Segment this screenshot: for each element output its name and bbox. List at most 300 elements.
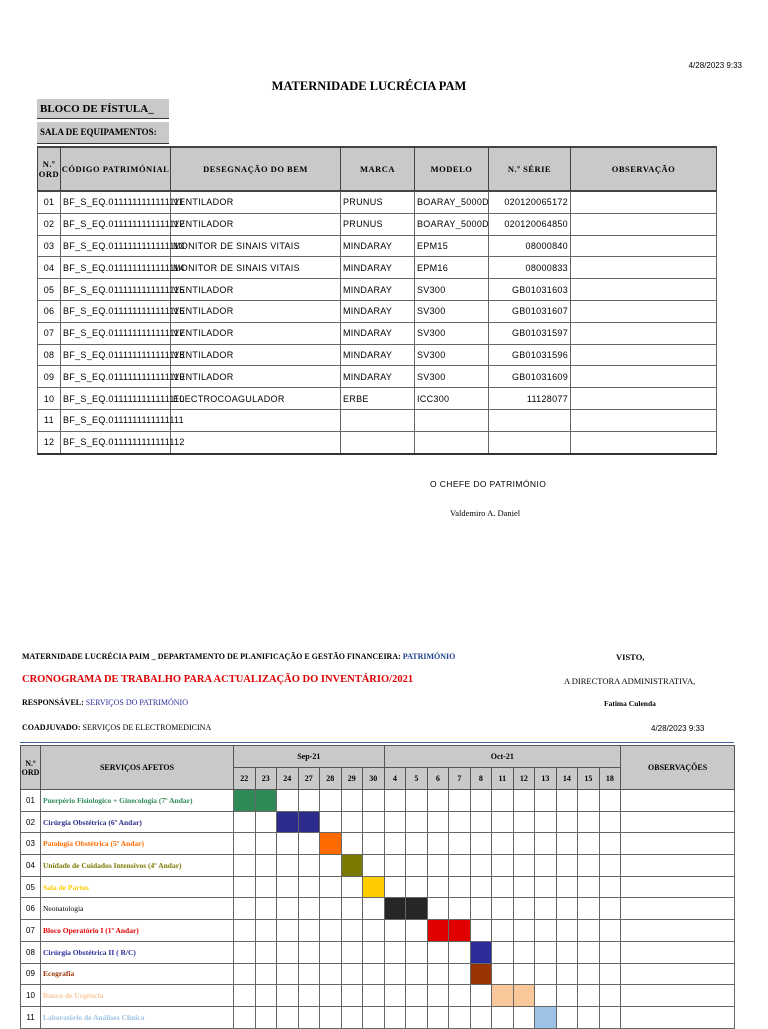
day-header: 23 [255, 768, 277, 790]
schedule-cell [363, 855, 385, 877]
cell-servico: Laboratório de Análises Clínica [41, 1006, 234, 1028]
cell-ord: 08 [21, 941, 41, 963]
schedule-cell [298, 790, 320, 812]
schedule-cell [384, 941, 406, 963]
cell-codigo: BF_S_EQ.0111111111111113 [61, 235, 171, 257]
schedule-cell [406, 811, 428, 833]
schedule-cell [277, 876, 299, 898]
schedule-cell [427, 876, 449, 898]
schedule-cell [298, 963, 320, 985]
schedule-cell [427, 855, 449, 877]
schedule-cell [449, 963, 471, 985]
schedule-bar [513, 985, 535, 1007]
cell-bem: VENTILADOR [171, 344, 341, 366]
schedule-cell [556, 876, 578, 898]
dept-value: PATRIMÓNIO [402, 652, 456, 661]
cell-obs [621, 941, 735, 963]
schedule-cell [470, 855, 492, 877]
coadjuvado-value: SERVIÇOS DE ELECTROMEDICINA [82, 723, 212, 732]
col-obs-header: OBSERVAÇÃO [571, 147, 717, 191]
cell-codigo: BF_S_EQ.0111111111111111 [61, 191, 171, 213]
day-header: 24 [277, 768, 299, 790]
cell-ord: 09 [38, 366, 61, 388]
schedule-cell [578, 941, 600, 963]
cell-modelo [415, 409, 489, 431]
cell-obs [571, 279, 717, 301]
cell-ord: 02 [21, 811, 41, 833]
cell-servico: Cirúrgia Obstétrica (6º Andar) [41, 811, 234, 833]
schedule-cell [320, 920, 342, 942]
schedule-cell [255, 898, 277, 920]
cell-bem: MONITOR DE SINAIS VITAIS [171, 257, 341, 279]
schedule-cell [255, 941, 277, 963]
col-codigo-header: CÓDIGO PATRIMÓNIAL [61, 147, 171, 191]
table-row [21, 855, 735, 877]
schedule-cell [492, 876, 514, 898]
responsavel-value: SERVIÇOS DO PATRIMÓNIO [85, 698, 188, 707]
day-header: 6 [427, 768, 449, 790]
day-header: 11 [492, 768, 514, 790]
schedule-cell [556, 833, 578, 855]
day-header: 15 [578, 768, 600, 790]
schedule-cell [578, 811, 600, 833]
schedule-cell [234, 898, 256, 920]
schedule-cell [556, 963, 578, 985]
cell-ord: 09 [21, 963, 41, 985]
directora-label: A DIRECTORA ADMINISTRATIVA, [564, 676, 696, 686]
schedule-cell [492, 855, 514, 877]
schedule-cell [341, 920, 363, 942]
schedule-cell [599, 941, 621, 963]
schedule-cell [556, 855, 578, 877]
cell-codigo: BF_S_EQ.0111111111111112 [61, 431, 171, 453]
schedule-cell [384, 963, 406, 985]
table-row [38, 344, 717, 366]
schedule-cell [470, 920, 492, 942]
schedule-cell [406, 1006, 428, 1028]
schedule-header-row [21, 746, 735, 768]
schedule-cell [535, 876, 557, 898]
schedule-cell [556, 985, 578, 1007]
responsavel-line [22, 698, 188, 707]
col-ord-header: N.º ORD [21, 746, 41, 790]
schedule-cell [449, 898, 471, 920]
month-header: Oct-21 [384, 746, 621, 768]
cell-servico: Unidade de Cuidados Intensivos (4º Andar) [41, 855, 234, 877]
col-bem-header: DESEGNAÇÃO DO BEM [171, 147, 341, 191]
schedule-cell [363, 1006, 385, 1028]
cell-codigo: BF_S_EQ.0111111111111112 [61, 213, 171, 235]
cell-codigo: BF_S_EQ.0111111111111115 [61, 279, 171, 301]
cell-bem: VENTILADOR [171, 191, 341, 213]
table-row [21, 876, 735, 898]
schedule-cell [320, 1006, 342, 1028]
visto-label: VISTO, [616, 652, 645, 662]
chefe-name: Valdemiro A. Daniel [450, 508, 521, 518]
schedule-cell [513, 941, 535, 963]
day-header: 14 [556, 768, 578, 790]
cell-marca: PRUNUS [341, 213, 415, 235]
cell-obs [571, 388, 717, 410]
divider-line [20, 742, 734, 743]
schedule-cell [599, 1006, 621, 1028]
schedule-cell [320, 898, 342, 920]
schedule-cell [449, 985, 471, 1007]
schedule-cell [234, 941, 256, 963]
schedule-cell [234, 985, 256, 1007]
sala-label: SALA DE EQUIPAMENTOS: [37, 122, 169, 144]
coadjuvado-label: COADJUVADO: [22, 723, 81, 732]
cell-serie: GB01031596 [489, 344, 571, 366]
cell-ord: 11 [21, 1006, 41, 1028]
day-header: 29 [341, 768, 363, 790]
cell-ord: 10 [21, 985, 41, 1007]
schedule-cell [277, 920, 299, 942]
schedule-cell [470, 898, 492, 920]
schedule-cell [341, 963, 363, 985]
schedule-cell [556, 920, 578, 942]
cell-serie: GB01031603 [489, 279, 571, 301]
cell-servico: Neonatologia [41, 898, 234, 920]
cell-ord: 08 [38, 344, 61, 366]
schedule-cell [535, 920, 557, 942]
schedule-cell [363, 898, 385, 920]
schedule-cell [427, 1006, 449, 1028]
schedule-cell [470, 985, 492, 1007]
schedule-cell [298, 876, 320, 898]
cell-marca: MINDARAY [341, 235, 415, 257]
cell-bem: VENTILADOR [171, 322, 341, 344]
schedule-cell [492, 811, 514, 833]
cell-serie: 020120064850 [489, 213, 571, 235]
schedule-cell [277, 790, 299, 812]
schedule-cell [578, 985, 600, 1007]
cell-codigo: BF_S_EQ.0111111111111119 [61, 366, 171, 388]
cell-servico: Sala de Partos [41, 876, 234, 898]
schedule-cell [513, 920, 535, 942]
chefe-label: O CHEFE DO PATRIMÓNIO [430, 479, 547, 489]
cell-servico: Bloco Operatório I (1º Andar) [41, 920, 234, 942]
cell-ord: 12 [38, 431, 61, 453]
schedule-cell [535, 833, 557, 855]
responsavel-label: RESPONSÁVEL: [22, 698, 84, 707]
schedule-cell [427, 985, 449, 1007]
schedule-cell [578, 1006, 600, 1028]
schedule-cell [513, 811, 535, 833]
day-header: 12 [513, 768, 535, 790]
schedule-cell [255, 833, 277, 855]
schedule-bar [427, 920, 449, 942]
schedule-cell [449, 1006, 471, 1028]
cell-ord: 11 [38, 409, 61, 431]
cell-modelo: BOARAY_5000D [415, 213, 489, 235]
cell-obs [571, 235, 717, 257]
cell-serie: 08000833 [489, 257, 571, 279]
cell-serie: GB01031609 [489, 366, 571, 388]
cell-obs [571, 431, 717, 453]
day-header: 22 [234, 768, 256, 790]
schedule-cell [470, 811, 492, 833]
schedule-cell [513, 855, 535, 877]
schedule-cell [578, 920, 600, 942]
table-row [38, 388, 717, 410]
day-header: 4 [384, 768, 406, 790]
schedule-cell [599, 876, 621, 898]
cell-servico: Ecografia [41, 963, 234, 985]
schedule-cell [298, 920, 320, 942]
schedule-cell [406, 790, 428, 812]
cell-obs [621, 1006, 735, 1028]
cell-serie: GB01031597 [489, 322, 571, 344]
schedule-cell [406, 855, 428, 877]
table-row [21, 898, 735, 920]
schedule-cell [341, 790, 363, 812]
cell-ord: 10 [38, 388, 61, 410]
schedule-cell [298, 898, 320, 920]
inventory-header-row [38, 147, 717, 191]
day-header: 7 [449, 768, 471, 790]
schedule-cell [320, 963, 342, 985]
schedule-cell [298, 985, 320, 1007]
schedule-cell [384, 855, 406, 877]
cell-servico: Patologia Obstétrica (5º Andar) [41, 833, 234, 855]
schedule-cell [384, 790, 406, 812]
schedule-cell [234, 876, 256, 898]
schedule-cell [406, 941, 428, 963]
schedule-cell [384, 811, 406, 833]
col-serie-header: N.º SÉRIE [489, 147, 571, 191]
cell-bem: VENTILADOR [171, 279, 341, 301]
schedule-cell [578, 790, 600, 812]
cell-obs [621, 898, 735, 920]
cell-bem: VENTILADOR [171, 213, 341, 235]
cell-marca: MINDARAY [341, 322, 415, 344]
table-row [38, 213, 717, 235]
schedule-cell [535, 941, 557, 963]
cell-bem: ELECTROCOAGULADOR [171, 388, 341, 410]
cell-modelo: ICC300 [415, 388, 489, 410]
schedule-cell [384, 985, 406, 1007]
table-row [21, 941, 735, 963]
cell-obs [571, 213, 717, 235]
schedule-cell [578, 855, 600, 877]
cell-marca: MINDARAY [341, 279, 415, 301]
schedule-cell [234, 1006, 256, 1028]
schedule-cell [492, 963, 514, 985]
schedule-bar [363, 876, 385, 898]
schedule-cell [341, 941, 363, 963]
schedule-cell [406, 920, 428, 942]
cell-ord: 04 [38, 257, 61, 279]
schedule-cell [298, 941, 320, 963]
schedule-cell [470, 1006, 492, 1028]
schedule-cell [578, 833, 600, 855]
schedule-cell [320, 790, 342, 812]
day-header: 28 [320, 768, 342, 790]
schedule-bar [470, 963, 492, 985]
schedule-cell [599, 790, 621, 812]
schedule-cell [470, 790, 492, 812]
schedule-cell [449, 941, 471, 963]
cell-ord: 03 [21, 833, 41, 855]
schedule-bar [535, 1006, 557, 1028]
schedule-bar [492, 985, 514, 1007]
cell-bem: VENTILADOR [171, 366, 341, 388]
cell-ord: 04 [21, 855, 41, 877]
schedule-cell [234, 963, 256, 985]
schedule-cell [341, 833, 363, 855]
cell-modelo: EPM16 [415, 257, 489, 279]
schedule-cell [492, 920, 514, 942]
cell-obs [621, 876, 735, 898]
cell-marca [341, 409, 415, 431]
schedule-cell [556, 941, 578, 963]
schedule-cell [234, 855, 256, 877]
col-modelo-header: MODELO [415, 147, 489, 191]
cell-obs [571, 366, 717, 388]
table-row [38, 409, 717, 431]
schedule-cell [427, 898, 449, 920]
cell-ord: 01 [38, 191, 61, 213]
schedule-cell [556, 790, 578, 812]
schedule-cell [277, 833, 299, 855]
schedule-cell [341, 811, 363, 833]
table-row [21, 811, 735, 833]
col-ord-header: N.º ORD [38, 147, 61, 191]
schedule-cell [556, 898, 578, 920]
day-header: 5 [406, 768, 428, 790]
schedule-cell [384, 920, 406, 942]
cell-ord: 07 [38, 322, 61, 344]
schedule-bar [234, 790, 256, 812]
cell-marca: MINDARAY [341, 257, 415, 279]
table-row [38, 366, 717, 388]
schedule-cell [427, 833, 449, 855]
schedule-cell [492, 898, 514, 920]
schedule-cell [599, 833, 621, 855]
table-row [38, 322, 717, 344]
schedule-cell [406, 876, 428, 898]
table-row [38, 235, 717, 257]
schedule-cell [255, 811, 277, 833]
schedule-cell [492, 833, 514, 855]
schedule-cell [384, 833, 406, 855]
day-header: 13 [535, 768, 557, 790]
cell-modelo: SV300 [415, 300, 489, 322]
schedule-cell [406, 833, 428, 855]
schedule-cell [363, 963, 385, 985]
cell-marca: ERBE [341, 388, 415, 410]
schedule-cell [427, 941, 449, 963]
coadjuvado-line [22, 723, 211, 732]
dept-line [22, 652, 455, 661]
schedule-bar [449, 920, 471, 942]
schedule-cell [363, 985, 385, 1007]
schedule-cell [277, 985, 299, 1007]
cell-ord: 06 [21, 898, 41, 920]
schedule-cell [449, 855, 471, 877]
schedule-cell [513, 833, 535, 855]
cell-obs [571, 322, 717, 344]
cell-serie: 08000840 [489, 235, 571, 257]
schedule-cell [513, 963, 535, 985]
cell-marca: MINDARAY [341, 344, 415, 366]
schedule-cell [427, 790, 449, 812]
cell-ord: 05 [21, 876, 41, 898]
schedule-bar [320, 833, 342, 855]
cell-modelo: BOARAY_5000D [415, 191, 489, 213]
cell-serie: 020120065172 [489, 191, 571, 213]
document-title: MATERNIDADE LUCRÉCIA PAM [271, 79, 467, 93]
schedule-cell [492, 1006, 514, 1028]
cell-modelo: SV300 [415, 366, 489, 388]
schedule-cell [449, 833, 471, 855]
schedule-cell [556, 811, 578, 833]
schedule-cell [470, 876, 492, 898]
schedule-cell [427, 811, 449, 833]
table-row [21, 790, 735, 812]
cell-bem: VENTILADOR [171, 300, 341, 322]
schedule-cell [341, 876, 363, 898]
cell-modelo: SV300 [415, 322, 489, 344]
schedule-cell [599, 920, 621, 942]
cell-serie [489, 409, 571, 431]
schedule-cell [320, 811, 342, 833]
schedule-cell [277, 941, 299, 963]
schedule-cell [599, 811, 621, 833]
schedule-cell [449, 790, 471, 812]
col-servicos-header: SERVIÇOS AFETOS [41, 746, 234, 790]
cell-codigo: BF_S_EQ.0111111111111116 [61, 300, 171, 322]
bloco-label: BLOCO DE FÍSTULA_ [37, 99, 169, 119]
col-marca-header: MARCA [341, 147, 415, 191]
schedule-bar [406, 898, 428, 920]
cell-codigo: BF_S_EQ.0111111111111111 [61, 409, 171, 431]
cell-codigo: BF_S_EQ.0111111111111114 [61, 257, 171, 279]
schedule-cell [513, 1006, 535, 1028]
cell-obs [621, 920, 735, 942]
schedule-bar [470, 941, 492, 963]
cell-modelo: SV300 [415, 279, 489, 301]
schedule-date: 4/28/2023 9:33 [651, 724, 705, 733]
schedule-cell [470, 833, 492, 855]
cell-ord: 05 [38, 279, 61, 301]
schedule-cell [535, 855, 557, 877]
schedule-cell [298, 855, 320, 877]
col-obs-header: OBSERVAÇÕES [621, 746, 735, 790]
cell-servico: Puerpério Fisiologico + Ginecologia (7º Andar) [41, 790, 234, 812]
schedule-cell [492, 941, 514, 963]
cell-obs [621, 811, 735, 833]
cell-bem [171, 431, 341, 453]
schedule-cell [556, 1006, 578, 1028]
cell-obs [571, 344, 717, 366]
schedule-cell [578, 898, 600, 920]
cell-serie [489, 431, 571, 453]
cell-obs [621, 855, 735, 877]
cell-codigo: BF_S_EQ.0111111111111117 [61, 322, 171, 344]
cell-bem [171, 409, 341, 431]
schedule-cell [341, 1006, 363, 1028]
day-header: 8 [470, 768, 492, 790]
schedule-cell [277, 1006, 299, 1028]
cell-obs [571, 257, 717, 279]
cell-ord: 02 [38, 213, 61, 235]
cell-obs [621, 985, 735, 1007]
schedule-cell [298, 833, 320, 855]
table-row [38, 279, 717, 301]
schedule-cell [599, 855, 621, 877]
